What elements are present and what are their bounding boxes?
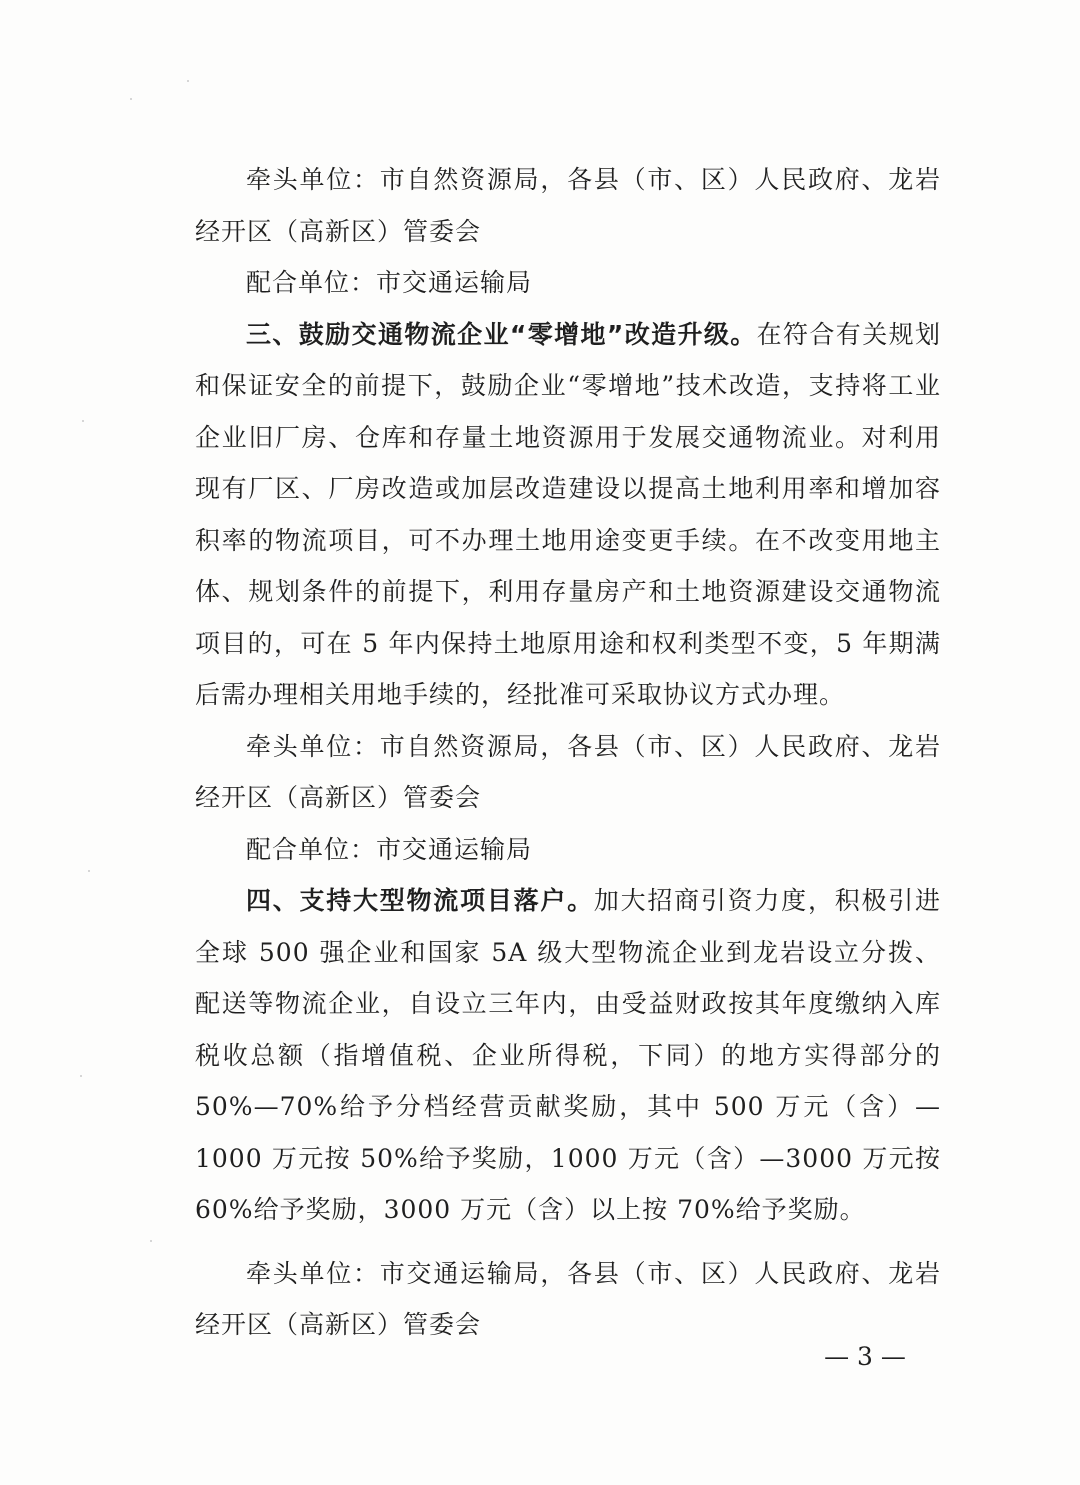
cooperating-unit-paragraph: 配合单位：市交通运输局: [246, 268, 533, 297]
section-three-body: 在符合有关规划和保证安全的前提下，鼓励企业“零增地”技术改造，支持将工业企业旧厂房、仓库和存量土地资源用于发展交通物流业。对利用现有厂区、厂房改造或加层改造建设以提高土地利用率和增加容积率的物流项目，可不办理土地用途变更手续。在不改变用地主体、规划条件的前提下，利用存量房产和土地资源建设交通物流项目的，可在 5 年内保持土地原用途和权利类型不变，5 年期满后需办理相关用地手续的，经批准可采取协议方式办理。: [195, 319, 941, 709]
section-three-heading: 三、鼓励交通物流企业“零增地”改造升级。: [246, 319, 757, 349]
cooperating-unit-paragraph: 配合单位：市交通运输局: [246, 834, 533, 864]
section-four-heading: 四、支持大型物流项目落户。: [246, 886, 594, 915]
scan-speck: [88, 870, 90, 872]
scan-speck: [80, 1075, 82, 1077]
scan-speck: [130, 98, 132, 100]
scan-speck: [150, 1240, 152, 1242]
page-number: — 3 —: [824, 1342, 906, 1371]
section-three-paragraph: [195, 309, 941, 721]
section-four-paragraph: [195, 875, 941, 1236]
lead-unit-paragraph: 牵头单位：市自然资源局，各县（市、区）人民政府、龙岩经开区（高新区）管委会: [195, 731, 941, 812]
lead-unit-paragraph: 牵头单位：市交通运输局，各县（市、区）人民政府、龙岩经开区（高新区）管委会: [195, 1258, 941, 1339]
document-body: [195, 154, 941, 1351]
lead-unit-paragraph: 牵头单位：市自然资源局，各县（市、区）人民政府、龙岩经开区（高新区）管委会: [195, 165, 941, 246]
section-four-body: 加大招商引资力度，积极引进全球 500 强企业和国家 5A 级大型物流企业到龙岩设立分拨、配送等物流企业，自设立三年内，由受益财政按其年度缴纳入库税收总额（指增值税、企业所得税，下同）的地方实得部分的 50%—70%给予分档经营贡献奖励，其中 500 万元（含）—1000 万元按 50%给予奖励，1000 万元（含）—3000 万元按 60%给予奖励，3000 万元（含）以上按 70%给予奖励。: [195, 886, 941, 1224]
scan-speck: [82, 420, 84, 422]
scan-speck: [187, 80, 189, 82]
